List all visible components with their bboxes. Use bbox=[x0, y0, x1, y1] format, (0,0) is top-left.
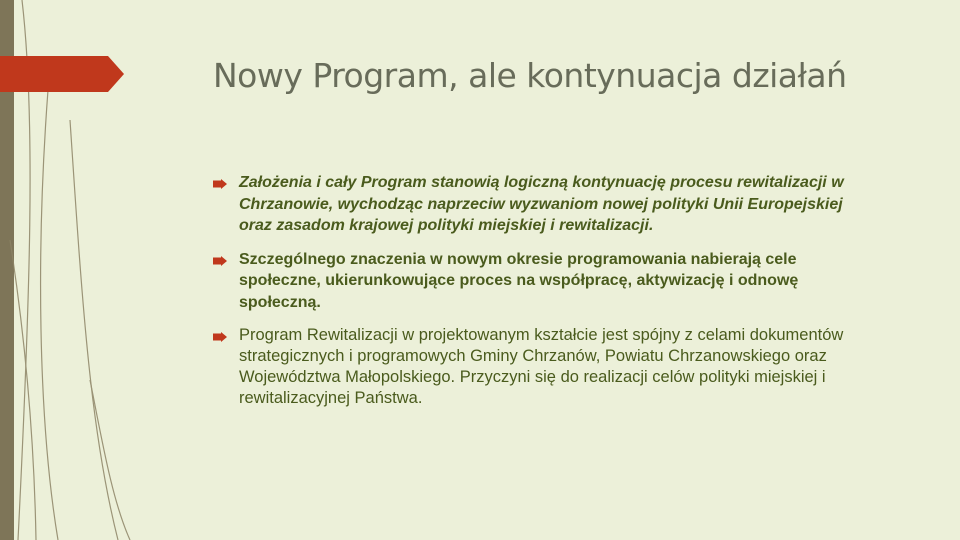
bullet-list bbox=[213, 172, 853, 409]
bullet-text: Założenia i cały Program stanowią logiczną kontynuację procesu rewitalizacji w Chrzanowie, wychodząc naprzeciw wyzwaniom nowej polityki Unii Europejskiej oraz zasadom krajowej polityki miejskiej i rewitalizacji. bbox=[239, 174, 844, 234]
arrow-right-icon bbox=[213, 332, 227, 342]
list-item bbox=[213, 325, 853, 409]
slide-title: Nowy Program, ale kontynuacja działań bbox=[213, 56, 847, 95]
red-arrow-tab bbox=[0, 56, 124, 92]
list-item bbox=[213, 172, 853, 237]
arrow-right-icon bbox=[213, 256, 227, 266]
bullet-text: Program Rewitalizacji w projektowanym kształcie jest spójny z celami dokumentów strategicznych i programowych Gminy Chrzanów, Powiatu Chrzanowskiego oraz Województwa Małopolskiego. Przyczyni się do realizacji celów polityki miejskiej i rewitalizacyjnej Państwa. bbox=[239, 326, 844, 407]
list-item bbox=[213, 249, 853, 314]
bullet-text: Szczególnego znaczenia w nowym okresie programowania nabierają cele społeczne, ukierunkowujące proces na współpracę, aktywizację i odnowę społeczną. bbox=[239, 250, 799, 311]
arrow-right-icon bbox=[213, 179, 227, 189]
